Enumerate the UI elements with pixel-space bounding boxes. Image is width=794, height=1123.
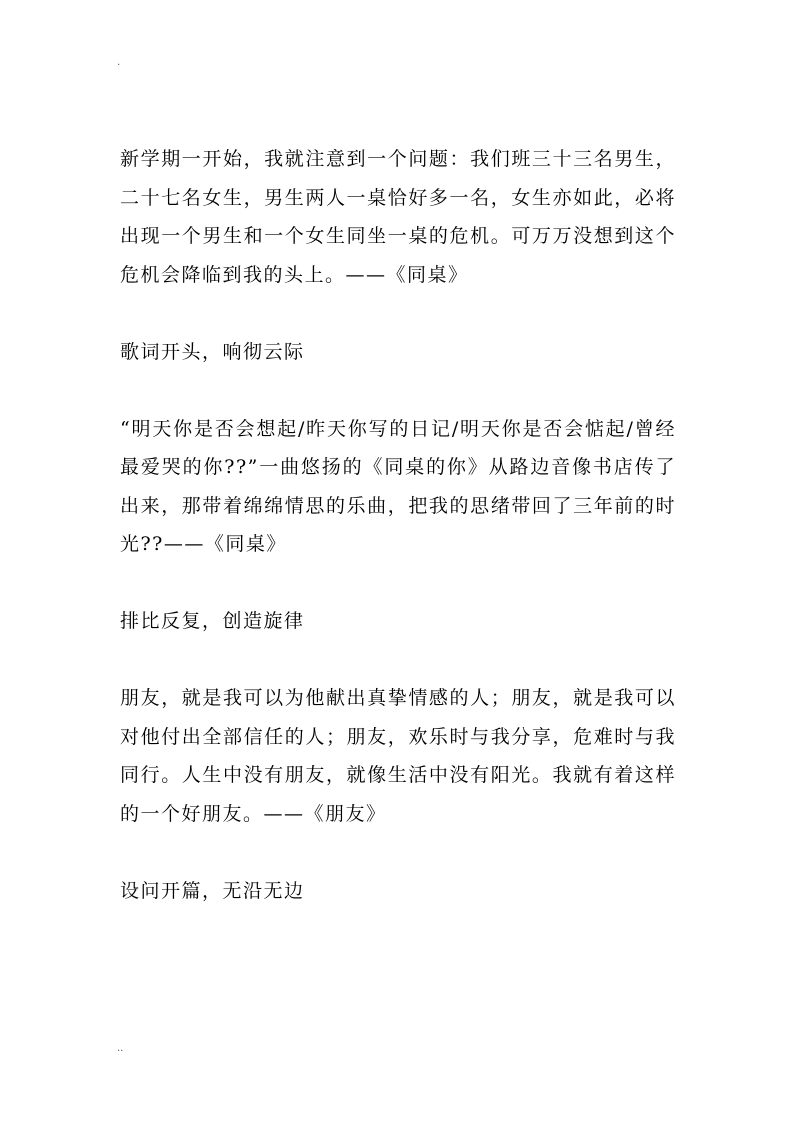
paragraph-pengyou: 朋友，就是我可以为他献出真挚情感的人；朋友，就是我可以对他付出全部信任的人；朋友，欢乐时与我分享，危难时与我同行。人生中没有朋友，就像生活中没有阳光。我就有着这样的一个好朋友。——《朋友》 <box>120 687 676 825</box>
footer-mark: .. <box>117 1043 124 1054</box>
section-heading-question: 设问开篇，无沿无边 <box>120 879 305 902</box>
paragraph-tongzhuo-1: 新学期一开始，我就注意到一个问题：我们班三十三名男生，二十七名女生，男生两人一桌恰好多一名，女生亦如此，必将出现一个男生和一个女生同坐一桌的危机。可万万没想到这个危机会降临到我的头上。——《同桌》 <box>120 148 676 286</box>
section-heading-parallelism: 排比反复，创造旋律 <box>120 610 305 632</box>
section-heading-lyrics: 歌词开头，响彻云际 <box>120 340 305 363</box>
header-mark: . <box>117 57 121 68</box>
document-body <box>120 140 676 910</box>
paragraph-tongzhuo-2: “明天你是否会想起/昨天你写的日记/明天你是否会惦起/曾经最爱哭的你??”一曲悠扬的《同桌的你》从路边音像书店传了出来，那带着绵绵情思的乐曲，把我的思绪带回了三年前的时光??——《同桌》 <box>120 417 676 555</box>
